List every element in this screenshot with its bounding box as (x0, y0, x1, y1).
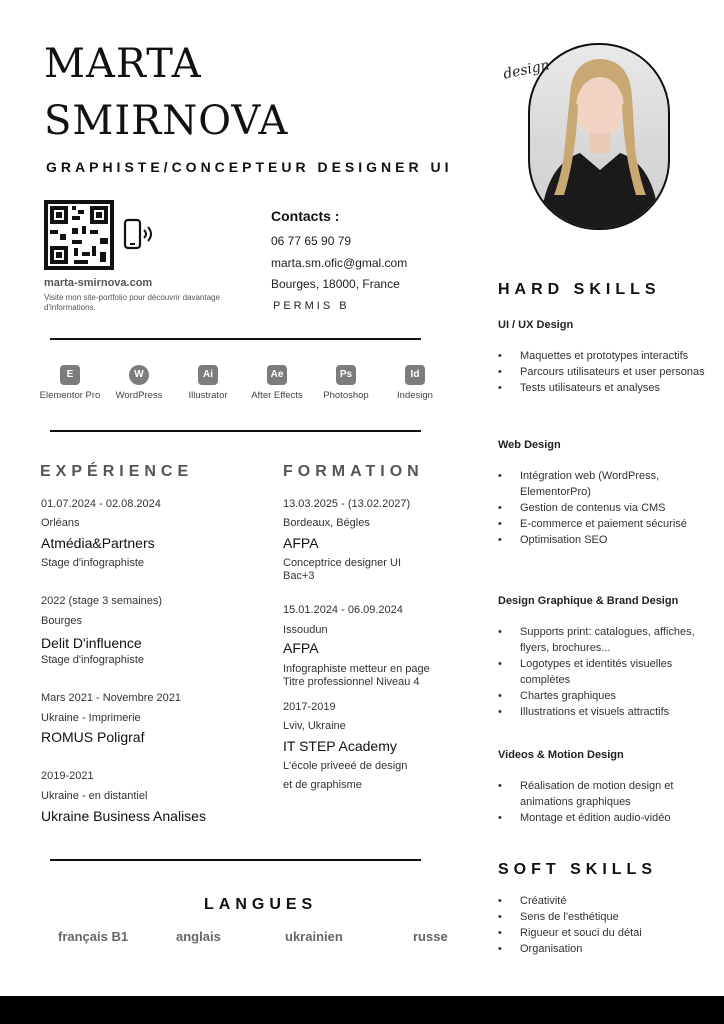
list-item: • Chartes graphiques (498, 688, 708, 704)
divider (50, 430, 421, 432)
contact-email[interactable]: marta.sm.ofic@gmal.com (271, 256, 408, 270)
list-item: • Organisation (498, 941, 708, 957)
lang-ukrainian: ukrainien (285, 929, 343, 944)
exp-place: Bourges (41, 615, 82, 627)
list-item: • Optimisation SEO (498, 532, 708, 548)
list-item: • E-commerce et paiement sécurisé (498, 516, 708, 532)
list-item: • Supports print: catalogues, affiches, flyers, brochures... (498, 624, 708, 656)
design-signature: design (501, 57, 552, 83)
indesign-icon: Id (405, 365, 425, 385)
list-item: • Logotypes et identités visuelles complètes (498, 656, 708, 688)
software-label: Illustrator (188, 390, 228, 401)
exp-role: Stage d'infographiste (41, 557, 145, 569)
software-photoshop (306, 365, 386, 401)
driving-licence: PERMIS B (273, 300, 350, 312)
contacts-title: Contacts : (271, 208, 340, 224)
footer-bar (0, 996, 724, 1024)
list-item: • Gestion de contenus via CMS (498, 500, 708, 516)
exp-date: 01.07.2024 - 02.08.2024 (41, 498, 161, 510)
list-item: • Montage et édition audio-vidéo (498, 810, 708, 826)
hard-skills-title: HARD SKILLS (498, 281, 661, 298)
software-label: Elementor Pro (39, 390, 101, 401)
contact-phone[interactable]: 06 77 65 90 79 (271, 234, 352, 248)
form-place: Lviv, Ukraine (283, 720, 346, 732)
skill-list-motion (498, 778, 708, 826)
form-date: 13.03.2025 - (13.02.2027) (283, 498, 411, 510)
exp-date: 2022 (stage 3 semaines) (41, 595, 163, 607)
first-name: MARTA (44, 41, 202, 87)
skill-group-uiux: UI / UX Design (498, 319, 574, 331)
software-wordpress (99, 365, 179, 401)
form-desc: Infographiste metteur en page (283, 663, 430, 675)
divider (50, 859, 421, 861)
list-item: • Créativité (498, 893, 708, 909)
after-effects-icon: Ae (267, 365, 287, 385)
form-org: AFPA (283, 640, 319, 656)
lang-english: anglais (176, 929, 221, 944)
exp-org: Atmédia&Partners (41, 535, 155, 551)
form-place: Bordeaux, Bégles (283, 517, 370, 529)
portfolio-note: Visite mon site-portfolio pour découvrir davantage d'informations. (44, 293, 220, 313)
lang-french: français B1 (58, 929, 129, 944)
exp-org: Ukraine Business Analises (41, 808, 206, 824)
exp-place: Ukraine - Imprimerie (41, 712, 141, 724)
contact-address: Bourges, 18000, France (271, 277, 400, 291)
list-item: • Maquettes et prototypes interactifs (498, 348, 708, 364)
qr-code (44, 200, 114, 270)
list-item: • Illustrations et visuels attractifs (498, 704, 708, 720)
form-desc: L'école priveeé de design (283, 760, 408, 772)
portfolio-link[interactable]: marta-smirnova.com (44, 277, 153, 289)
skill-group-motion: Videos & Motion Design (498, 749, 624, 761)
exp-place: Orléans (41, 517, 80, 529)
langues-title: LANGUES (204, 896, 318, 913)
software-after-effects (237, 365, 317, 401)
exp-date: Mars 2021 - Novembre 2021 (41, 692, 182, 704)
form-desc: Titre professionnel Niveau 4 (283, 676, 420, 688)
list-item: • Réalisation de motion design et animations graphiques (498, 778, 708, 810)
software-label: Photoshop (323, 390, 369, 401)
software-indesign (375, 365, 455, 401)
form-org: IT STEP Academy (283, 738, 397, 754)
exp-date: 2019-2021 (41, 770, 94, 782)
skill-list-uiux (498, 348, 708, 396)
lang-russian: russe (413, 929, 448, 944)
divider (50, 338, 421, 340)
skill-list-web (498, 468, 708, 548)
last-name: SMIRNOVA (44, 98, 289, 144)
formation-title: FORMATION (283, 463, 424, 480)
skill-group-web: Web Design (498, 439, 561, 451)
soft-skills-list (498, 893, 708, 957)
exp-org: ROMUS Poligraf (41, 729, 145, 745)
list-item: • Rigueur et souci du détai (498, 925, 708, 941)
list-item: • Parcours utilisateurs et user personas (498, 364, 708, 380)
list-item: • Sens de l'esthétique (498, 909, 708, 925)
form-desc: Conceptrice designer UI (283, 557, 402, 569)
photoshop-icon: Ps (336, 365, 356, 385)
software-illustrator (168, 365, 248, 401)
soft-skills-title: SOFT SKILLS (498, 861, 657, 878)
software-elementor (30, 365, 110, 401)
form-desc: Bac+3 (283, 570, 315, 582)
job-title: GRAPHISTE/CONCEPTEUR DESIGNER UI (46, 159, 453, 175)
skill-list-graphic (498, 624, 708, 720)
illustrator-icon: Ai (198, 365, 218, 385)
form-date: 15.01.2024 - 06.09.2024 (283, 604, 403, 616)
form-place: Issoudun (283, 624, 328, 636)
wordpress-icon: W (129, 365, 149, 385)
form-org: AFPA (283, 535, 319, 551)
elementor-icon: E (60, 365, 80, 385)
exp-place: Ukraine - en distantiel (41, 790, 148, 802)
experience-title: EXPÉRIENCE (40, 463, 194, 480)
software-label: WordPress (115, 390, 163, 401)
exp-role: Stage d'infographiste (41, 654, 145, 666)
form-desc: et de graphisme (283, 779, 362, 791)
software-label: Indesign (397, 390, 433, 401)
software-label: After Effects (251, 390, 303, 401)
form-date: 2017-2019 (283, 701, 336, 713)
phone-wireless-icon (122, 218, 156, 252)
skill-group-graphic: Design Graphique & Brand Design (498, 595, 679, 607)
list-item: • Intégration web (WordPress, ElementorPro) (498, 468, 708, 500)
exp-org: Delit D'influence (41, 635, 142, 651)
list-item: • Tests utilisateurs et analyses (498, 380, 708, 396)
